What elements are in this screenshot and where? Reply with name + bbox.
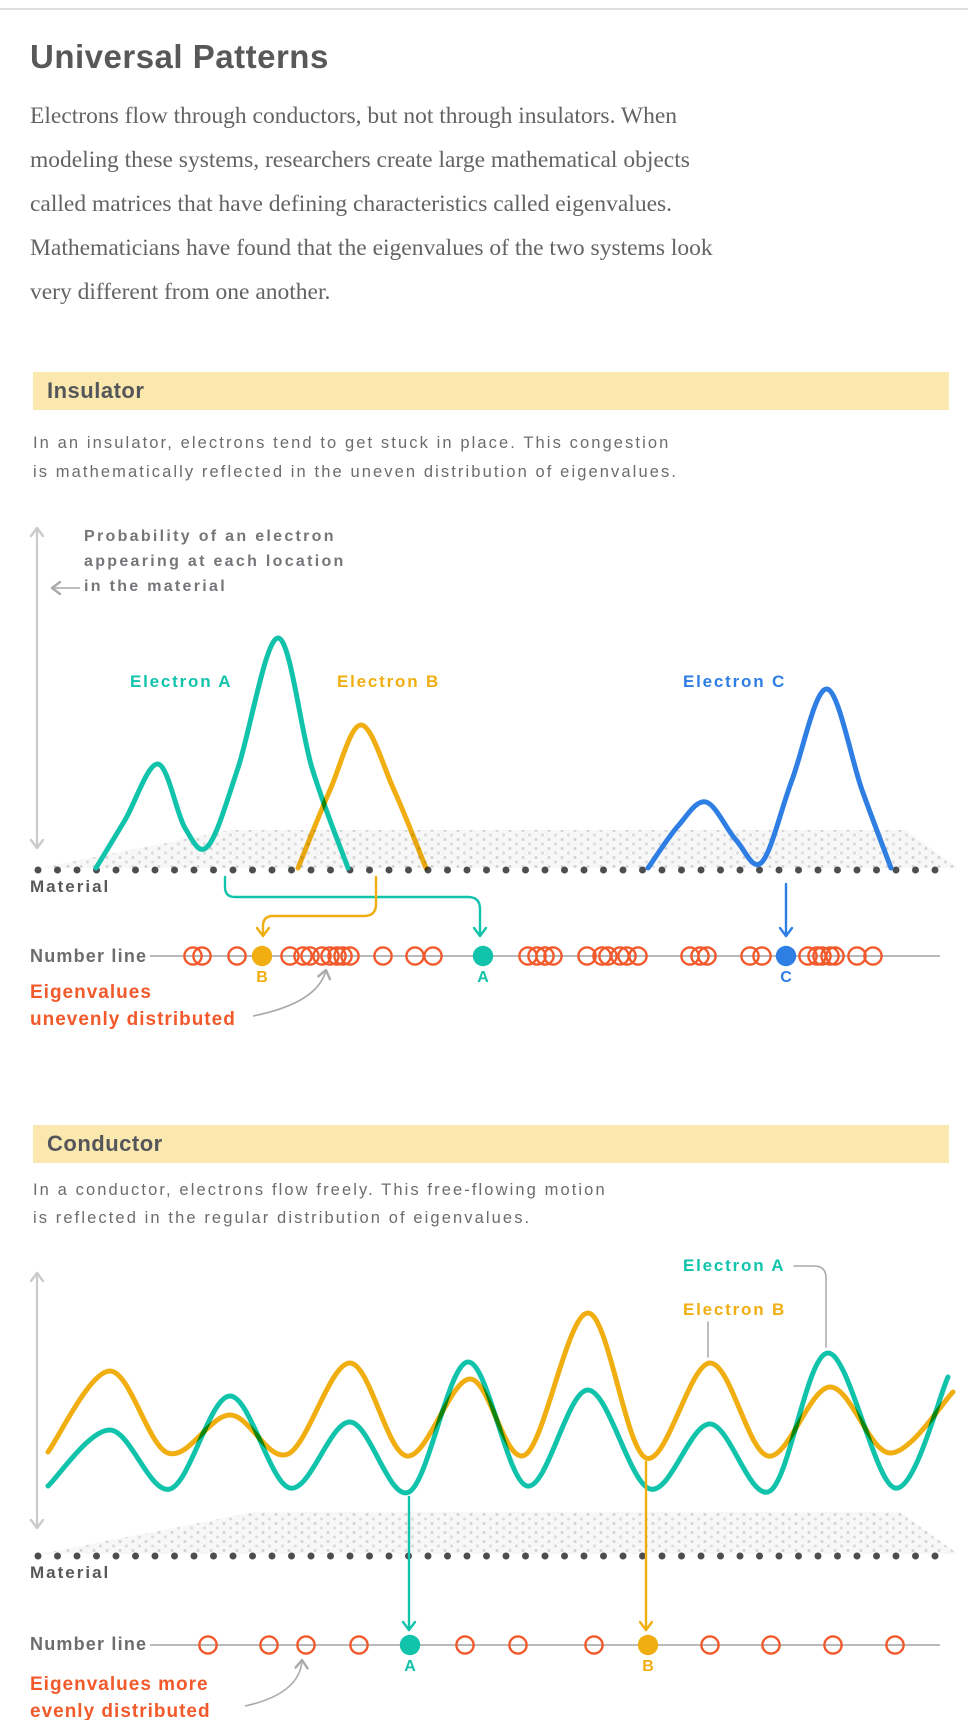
material-dot bbox=[717, 867, 724, 874]
material-dot bbox=[464, 1553, 471, 1560]
material-dot bbox=[581, 867, 588, 874]
material-dot bbox=[600, 867, 607, 874]
number-line-label: Number line bbox=[30, 946, 148, 966]
material-dot bbox=[756, 867, 763, 874]
eigenvalue-point-b bbox=[638, 1635, 658, 1655]
material-dot bbox=[776, 867, 783, 874]
intro-paragraph-line: Electrons flow through conductors, but not through insulators. When bbox=[30, 103, 678, 129]
material-dot bbox=[230, 867, 237, 874]
material-dot bbox=[171, 867, 178, 874]
eigenvalue-point-c bbox=[776, 946, 796, 966]
material-dot bbox=[698, 867, 705, 874]
electron-a-label: Electron A bbox=[683, 1256, 786, 1275]
material-dot bbox=[386, 1553, 393, 1560]
material-dot bbox=[737, 1553, 744, 1560]
material-dot bbox=[698, 1553, 705, 1560]
material-dot bbox=[522, 867, 529, 874]
top-divider bbox=[0, 8, 968, 10]
material-dot bbox=[386, 867, 393, 874]
material-dot bbox=[678, 1553, 685, 1560]
annotation-arrow bbox=[245, 1660, 302, 1706]
material-dot bbox=[327, 1553, 334, 1560]
material-dot bbox=[756, 1553, 763, 1560]
eigenvalues-annotation-line: Eigenvalues bbox=[30, 982, 152, 1003]
material-dot bbox=[893, 1553, 900, 1560]
material-dot bbox=[503, 1553, 510, 1560]
page-title: Universal Patterns bbox=[30, 38, 329, 75]
material-dot bbox=[912, 867, 919, 874]
material-dot bbox=[561, 1553, 568, 1560]
material-dot bbox=[678, 867, 685, 874]
eigenvalue-point-a bbox=[473, 946, 493, 966]
material-dot bbox=[425, 1553, 432, 1560]
y-axis-label-line: Probability of an electron bbox=[84, 528, 336, 545]
material-dot bbox=[464, 867, 471, 874]
material-dot bbox=[405, 867, 412, 874]
conductor-diagram bbox=[35, 1266, 959, 1706]
material-dot bbox=[113, 1553, 120, 1560]
material-dot bbox=[737, 867, 744, 874]
material-dot bbox=[795, 1553, 802, 1560]
connector-arrow bbox=[794, 1266, 826, 1347]
material-dot bbox=[659, 867, 666, 874]
material-dot bbox=[132, 867, 139, 874]
material-dot bbox=[288, 1553, 295, 1560]
material-label: Material bbox=[30, 877, 111, 896]
eigenvalue-point-label: B bbox=[256, 969, 268, 986]
material-dot bbox=[932, 867, 939, 874]
electron-a-label: Electron A bbox=[130, 672, 233, 691]
material-dot bbox=[542, 867, 549, 874]
material-dot bbox=[132, 1553, 139, 1560]
material-label: Material bbox=[30, 1563, 111, 1582]
material-dot bbox=[834, 867, 841, 874]
material-dot bbox=[776, 1553, 783, 1560]
material-dot bbox=[74, 1553, 81, 1560]
material-dot bbox=[93, 1553, 100, 1560]
intro-paragraph-line: modeling these systems, researchers create large mathematical objects bbox=[30, 147, 690, 173]
material-dot bbox=[366, 1553, 373, 1560]
material-dot bbox=[269, 1553, 276, 1560]
eigenvalue-point-label: A bbox=[477, 969, 489, 986]
material-dot bbox=[932, 1553, 939, 1560]
material-dot bbox=[444, 1553, 451, 1560]
material-dot bbox=[249, 867, 256, 874]
eigenvalues-annotation-line: unevenly distributed bbox=[30, 1009, 236, 1030]
material-dot bbox=[893, 867, 900, 874]
eigenvalue-point-b bbox=[252, 946, 272, 966]
connector-arrow bbox=[263, 877, 376, 936]
material-dot bbox=[542, 1553, 549, 1560]
conductor-description-line: In a conductor, electrons flow freely. This free-flowing motion bbox=[33, 1181, 607, 1199]
insulator-description-line: In an insulator, electrons tend to get stuck in place. This congestion bbox=[33, 434, 671, 452]
y-axis-label-line: appearing at each location bbox=[84, 553, 346, 570]
material-dot bbox=[35, 1553, 42, 1560]
material-dot bbox=[366, 867, 373, 874]
material-dot bbox=[308, 1553, 315, 1560]
y-axis-label-line: in the material bbox=[84, 578, 227, 595]
material-dot bbox=[815, 867, 822, 874]
insulator-description-line: is mathematically reflected in the uneven distribution of eigenvalues. bbox=[33, 463, 679, 481]
material-dot bbox=[854, 1553, 861, 1560]
material-dot bbox=[171, 1553, 178, 1560]
material-dot bbox=[210, 1553, 217, 1560]
intro-paragraph-line: Mathematicians have found that the eigenvalues of the two systems look bbox=[30, 235, 713, 261]
material-dot bbox=[152, 1553, 159, 1560]
material-dot bbox=[444, 867, 451, 874]
electron-b-label: Electron B bbox=[337, 672, 441, 691]
material-plane-dots bbox=[40, 1512, 958, 1554]
material-dot bbox=[191, 1553, 198, 1560]
material-dot bbox=[659, 1553, 666, 1560]
material-dot bbox=[912, 1553, 919, 1560]
material-dot bbox=[620, 1553, 627, 1560]
material-dot bbox=[327, 867, 334, 874]
eigenvalues-annotation-line: evenly distributed bbox=[30, 1701, 211, 1720]
material-dot bbox=[503, 867, 510, 874]
material-dot bbox=[74, 867, 81, 874]
material-dot bbox=[347, 1553, 354, 1560]
material-dot bbox=[600, 1553, 607, 1560]
intro-paragraph-line: very different from one another. bbox=[30, 279, 331, 305]
material-dot bbox=[113, 867, 120, 874]
material-dot bbox=[230, 1553, 237, 1560]
material-dot bbox=[815, 1553, 822, 1560]
material-dot bbox=[249, 1553, 256, 1560]
material-dot bbox=[834, 1553, 841, 1560]
eigenvalue-point-label: B bbox=[642, 1658, 654, 1675]
material-dot bbox=[620, 867, 627, 874]
material-dot bbox=[288, 867, 295, 874]
material-dot bbox=[54, 1553, 61, 1560]
eigenvalue-point-a bbox=[400, 1635, 420, 1655]
insulator-section-header bbox=[33, 372, 949, 410]
material-dot bbox=[35, 867, 42, 874]
material-dot bbox=[561, 867, 568, 874]
material-dot bbox=[581, 1553, 588, 1560]
conductor-description-line: is reflected in the regular distribution of eigenvalues. bbox=[33, 1209, 532, 1227]
material-plane-dots bbox=[40, 830, 958, 868]
number-line-label: Number line bbox=[30, 1634, 148, 1654]
material-dot bbox=[191, 867, 198, 874]
insulator-heading: Insulator bbox=[47, 378, 145, 403]
material-dot bbox=[522, 1553, 529, 1560]
material-dot bbox=[717, 1553, 724, 1560]
eigenvalue-point-label: A bbox=[404, 1658, 416, 1675]
conductor-heading: Conductor bbox=[47, 1131, 163, 1156]
material-dot bbox=[639, 867, 646, 874]
eigenvalues-annotation-line: Eigenvalues more bbox=[30, 1674, 209, 1695]
material-dot bbox=[210, 867, 217, 874]
eigenvalue-point-label: C bbox=[780, 969, 792, 986]
electron-b-label: Electron B bbox=[683, 1300, 787, 1319]
material-dot bbox=[54, 867, 61, 874]
material-dot bbox=[795, 867, 802, 874]
conductor-section-header bbox=[33, 1125, 949, 1163]
material-dot bbox=[269, 867, 276, 874]
material-dot bbox=[308, 867, 315, 874]
material-dot bbox=[483, 867, 490, 874]
material-dot bbox=[873, 1553, 880, 1560]
electron-c-label: Electron C bbox=[683, 672, 787, 691]
material-dot bbox=[152, 867, 159, 874]
material-dot bbox=[854, 867, 861, 874]
material-dot bbox=[873, 867, 880, 874]
material-dot bbox=[483, 1553, 490, 1560]
insulator-diagram bbox=[35, 528, 959, 1016]
intro-paragraph-line: called matrices that have defining characteristics called eigenvalues. bbox=[30, 191, 673, 217]
